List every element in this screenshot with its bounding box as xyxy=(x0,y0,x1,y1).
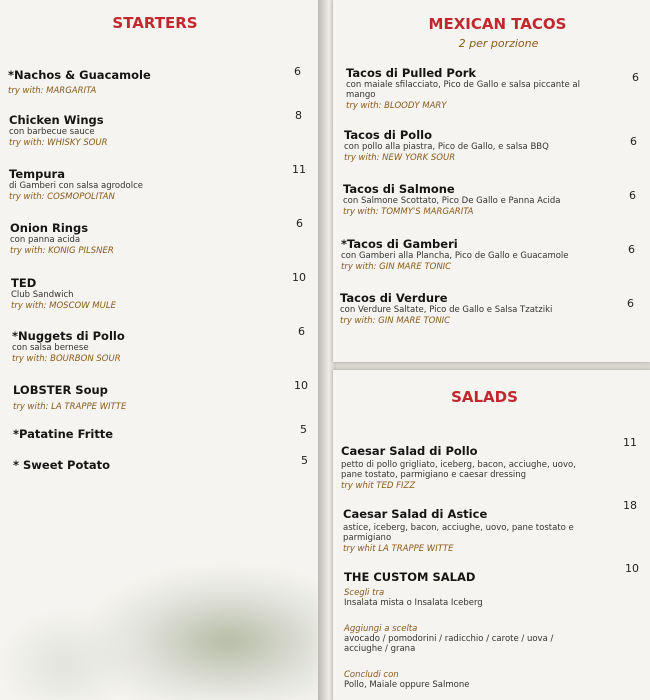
item-pairing: try with: LA TRAPPE WITTE xyxy=(13,402,127,412)
tacos-subtitle: 2 per porzione xyxy=(458,37,539,50)
item-name: Caesar Salad di Pollo xyxy=(341,444,478,458)
item-price: 6 xyxy=(629,189,636,202)
item-price: 6 xyxy=(298,325,305,338)
item-price: 6 xyxy=(628,243,635,256)
item-price: 11 xyxy=(292,163,306,176)
menu-item xyxy=(13,427,113,441)
starters-title: STARTERS xyxy=(112,14,198,32)
item-pairing: try with: NEW YORK SOUR xyxy=(344,153,456,163)
item-description: di Gamberi con salsa agrodolce xyxy=(9,181,143,191)
item-pairing: try with: COSMOPOLITAN xyxy=(9,192,115,202)
item-description: con Salmone Scottato, Pico De Gallo e Panna Acida xyxy=(343,196,561,206)
item-pairing: try whit LA TRAPPE WITTE xyxy=(343,544,454,554)
item-price: 6 xyxy=(632,71,639,84)
item-name: Tacos di Verdure xyxy=(340,291,448,305)
item-name: *Nuggets di Pollo xyxy=(12,329,125,343)
custom-step-text: avocado / pomodorini / radicchio / carote / uova / acciughe / grana xyxy=(344,634,554,654)
custom-step-text: Insalata mista o Insalata Iceberg xyxy=(344,598,483,608)
item-name: *Patatine Fritte xyxy=(13,427,114,441)
custom-step-text: Pollo, Maiale oppure Salmone xyxy=(344,680,470,690)
tacos-title: MEXICAN TACOS xyxy=(428,15,567,33)
item-price: 6 xyxy=(294,65,301,78)
salads-page xyxy=(333,370,650,700)
item-price: 6 xyxy=(296,217,303,230)
item-name: *Nachos & Guacamole xyxy=(8,68,151,82)
item-pairing: try with: WHISKY SOUR xyxy=(9,138,108,148)
item-name: Tacos di Salmone xyxy=(343,182,455,196)
item-name: Tacos di Pollo xyxy=(344,128,432,142)
item-name: THE CUSTOM SALAD xyxy=(344,570,476,584)
menu-item xyxy=(343,507,583,555)
item-price: 6 xyxy=(630,135,637,148)
item-description: con salsa bernese xyxy=(12,343,89,353)
salads-title: SALADS xyxy=(451,388,518,406)
menu-item xyxy=(8,68,151,97)
item-description: con panna acida xyxy=(10,235,81,245)
item-pairing: try with: MOSCOW MULE xyxy=(11,301,116,311)
menu-item xyxy=(10,221,114,257)
item-pairing: try with: BLOODY MARY xyxy=(346,101,447,111)
menu-item xyxy=(343,182,603,218)
item-name: * Sweet Potato xyxy=(13,458,111,472)
menu-item xyxy=(9,113,108,149)
item-price: 5 xyxy=(300,423,307,436)
item-price: 5 xyxy=(301,454,308,467)
item-name: Chicken Wings xyxy=(9,113,104,127)
menu-item xyxy=(13,458,110,472)
item-pairing: try with: MARGARITA xyxy=(8,86,97,96)
starters-page xyxy=(0,0,320,700)
item-description: petto di pollo grigliato, iceberg, bacon, acciughe, uovo, pane tostato, parmigiano e caesar dressing xyxy=(341,460,576,480)
menu-item xyxy=(344,570,584,690)
item-name: Onion Rings xyxy=(10,221,89,235)
item-description: astice, iceberg, bacon, acciughe, uovo, pane tostato e parmigiano xyxy=(343,523,574,543)
item-price: 10 xyxy=(292,271,306,284)
menu-item xyxy=(9,167,143,203)
custom-step-label: Scegli tra xyxy=(344,588,385,598)
item-description: con maiale sfilacciato, Pico de Gallo e salsa piccante al mango xyxy=(346,80,580,100)
custom-step-label: Aggiungi a scelta xyxy=(344,624,418,634)
item-pairing: try with: GIN MARE TONIC xyxy=(341,262,452,272)
item-description: con pollo alla piastra, Pico de Gallo, e salsa BBQ xyxy=(344,142,549,152)
item-name: TED xyxy=(11,276,37,290)
item-pairing: try with: GIN MARE TONIC xyxy=(340,316,451,326)
item-name: Caesar Salad di Astice xyxy=(343,507,488,521)
menu-item xyxy=(341,237,611,273)
tacos-page xyxy=(333,0,650,362)
item-name: Tacos di Pulled Pork xyxy=(346,66,477,80)
menu-item xyxy=(344,128,604,164)
menu-item xyxy=(346,66,596,112)
item-price: 18 xyxy=(623,499,637,512)
menu-item xyxy=(11,276,116,312)
item-price: 6 xyxy=(627,297,634,310)
blurred-stain xyxy=(0,610,130,700)
item-name: *Tacos di Gamberi xyxy=(341,237,458,251)
item-name: LOBSTER Soup xyxy=(13,383,108,397)
item-pairing: try with: BOURBON SOUR xyxy=(12,354,121,364)
item-description: Club Sandwich xyxy=(11,290,74,300)
custom-step-label: Concludi con xyxy=(344,670,399,680)
item-description: con Verdure Saltate, Pico de Gallo e Salsa Tzatziki xyxy=(340,305,553,315)
item-price: 11 xyxy=(623,436,637,449)
menu-item xyxy=(341,444,591,492)
item-description: con barbecue sauce xyxy=(9,127,95,137)
item-description: con Gamberi alla Plancha, Pico de Gallo e Guacamole xyxy=(341,251,569,261)
menu-item xyxy=(13,383,126,413)
item-price: 10 xyxy=(294,379,308,392)
menu-item xyxy=(12,329,125,365)
item-pairing: try with: KONIG PILSNER xyxy=(10,246,114,256)
item-pairing: try whit TED FIZZ xyxy=(341,481,416,491)
item-price: 8 xyxy=(295,109,302,122)
item-pairing: try with: TOMMY'S MARGARITA xyxy=(343,207,474,217)
item-price: 10 xyxy=(625,562,639,575)
menu-item xyxy=(340,291,610,327)
item-name: Tempura xyxy=(9,167,65,181)
